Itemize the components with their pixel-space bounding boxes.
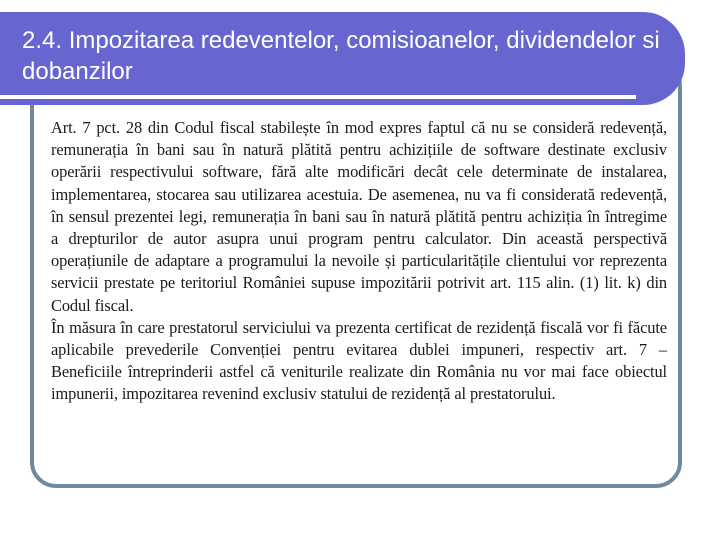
excerpt-line: servicii prestate pe teritoriul României supuse impozitării potrivit art. 115 alin. (1) lit. k) din: [51, 273, 667, 293]
excerpt-line: aplicabile prevederile Convenției pentru evitarea dublei impuneri, respectiv art. 7 –: [51, 340, 667, 360]
excerpt-text: [38, 107, 674, 406]
excerpt-line: operării respectivului software, fără alte modificări decât cele determinate de instalarea,: [51, 162, 667, 182]
excerpt-line: În măsura în care prestatorul serviciului va prezenta certificat de rezidență fiscală vor fi făcute: [51, 317, 667, 337]
excerpt-line: Art. 7 pct. 28 din Codul fiscal stabilește în mod expres faptul că nu se consideră redevență,: [51, 118, 667, 137]
excerpt-line: Beneficiile întreprinderii astfel că veniturile realizate din România nu vor mai face obiectul: [51, 362, 667, 382]
slide-title: 2.4. Impozitarea redeventelor, comisioanelor, dividendelor si dobanzilor: [22, 27, 660, 85]
excerpt-line: în sensul prezentei legi, remunerația în bani sau în natură plătită pentru achiziția în întregime: [51, 206, 667, 226]
title-underline: [0, 95, 636, 99]
excerpt-line: a drepturilor de autor asupra unui program pentru calculator. Din această perspectivă: [51, 229, 667, 249]
excerpt-line: impunerii, impozitarea revenind exclusiv statului de rezidență al prestatorului.: [51, 384, 556, 404]
excerpt-line: Codul fiscal.: [51, 295, 134, 315]
excerpt-line: implementarea, stocarea sau utilizarea acestuia. De asemenea, nu va fi considerată redevență,: [51, 184, 667, 204]
excerpt-line: operațiunile de adaptare a programului la nevoile și particularitățile clientului vor reprezenta: [51, 251, 667, 271]
scanned-excerpt: [38, 107, 674, 480]
excerpt-line: remunerația în bani sau în natură plătită pentru achizițiile de software destinate exclusiv: [51, 140, 667, 160]
